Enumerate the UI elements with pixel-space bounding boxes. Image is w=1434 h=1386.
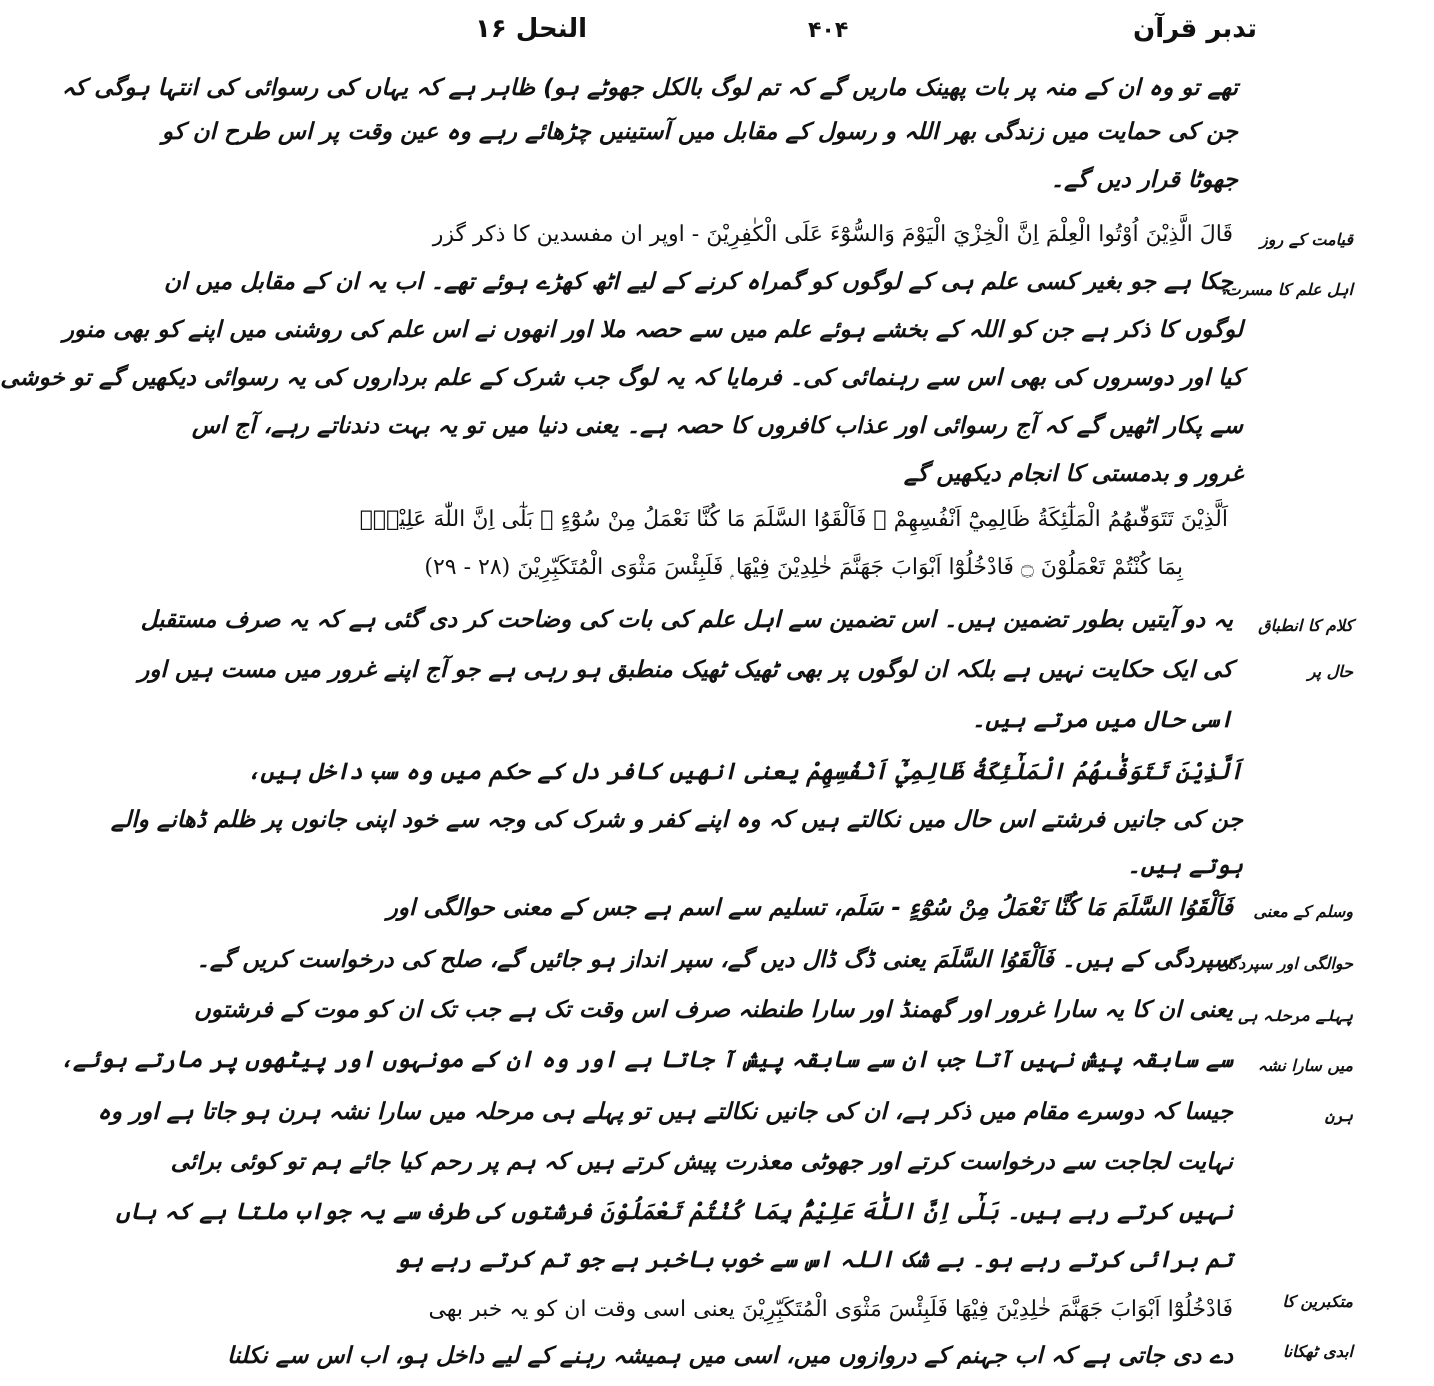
body-line: جن کی جانیں فرشتے اس حال میں نکالتے ہیں کہ وہ اپنے کفر و شرک کی وجہ سے خود اپنی جانوں پر ظلم ڈھانے والے (110, 807, 1243, 833)
margin-note: حوالگی اور سپردگی (1217, 954, 1353, 973)
margin-note: وسلم کے معنی (1253, 902, 1353, 921)
body-line: یعنی ان کا یہ سارا غرور اور گھمنڈ اور سارا طنطنہ صرف اس وقت تک ہے جب تک ان کو موت کے فرشتوں (194, 997, 1233, 1023)
body-line: سے پکار اٹھیں گے کہ آج رسوائی اور عذاب کافروں کا حصہ ہے۔ یعنی دنیا میں تو یہ بہت دندناتے رہے، آج اس (191, 413, 1243, 439)
margin-note: اہل علم کا مسرت (1225, 280, 1353, 299)
page-header (363, 14, 1434, 54)
margin-note: کلام کا انطباق (1258, 616, 1353, 635)
margin-note: ہرن (1324, 1106, 1353, 1125)
body-line: نہیں کرتے رہے ہیں۔ بَلٰٓى اِنَّ اللّٰهَ عَلِيْمٌۢ بِمَا كُنْتُمْ تَعْمَلُوْنَ فرشتوں کی طرف سے یہ جواب ملتا ہے کہ ہاں (116, 1199, 1233, 1225)
body-line: اسی حال میں مرتے ہیں۔ (971, 707, 1233, 733)
body-line: سپردگی کے ہیں۔ فَاَلْقَوُا السَّلَمَ یعنی ڈگ ڈال دیں گے، سپر انداز ہو جائیں گے، صلح کی درخواست کریں گے۔ (196, 947, 1233, 973)
body-line: کیا اور دوسروں کی بھی اس سے رہنمائی کی۔ فرمایا کہ یہ لوگ جب شرک کے علم برداروں کی یہ رسوائی دیکھیں گے تو خوشی (0, 365, 1243, 391)
page-number: ۴۰۴ (808, 18, 849, 43)
body-line: لوگوں کا ذکر ہے جن کو اللہ کے بخشے ہوئے علم میں سے حصہ ملا اور انھوں نے اس علم کی روشنی میں اپنے کو بھی منور (62, 317, 1243, 343)
body-line: فَاَلْقَوُا السَّلَمَ مَا كُنَّا نَعْمَلُ مِنْ سُوْٓءٍ - سَلَم، تسلیم سے اسم ہے جس کے معنی حوالگی اور (386, 895, 1233, 921)
body-line: یہ دو آیتیں بطور تضمین ہیں۔ اس تضمین سے اہل علم کی بات کی وضاحت کر دی گئی ہے کہ یہ صرف مستقبل (140, 607, 1233, 633)
body-line: اَلَّذِيْنَ تَتَوَفّٰىهُمُ الْمَلٰٓئِكَةُ ظَالِمِيْٓ اَنْفُسِهِمْ یعنی انھیں کافر دل کے حکم میں وہ سب داخل ہیں، (246, 759, 1243, 785)
body-line: جن کی حمایت میں زندگی بھر اللہ و رسول کے مقابل میں آستینیں چڑھائے رہے وہ عین وقت پر اس طرح ان کو (161, 119, 1238, 145)
body-line: جھوٹا قرار دیں گے۔ (1050, 167, 1238, 193)
margin-note: قیامت کے روز (1260, 230, 1353, 249)
margin-note: متکبرین کا (1282, 1292, 1353, 1311)
margin-note: حال پر (1307, 662, 1353, 681)
margin-note: ابدی ٹھکانا (1282, 1342, 1353, 1361)
quran-quote-line: فَادْخُلُوْٓا اَبْوَابَ جَهَنَّمَ خٰلِدِيْنَ فِيْهَا فَلَبِئْسَ مَثْوَى الْمُتَكَبِّرِيْنَ یعنی اسی وقت ان کو یہ خبر بھی (428, 1297, 1233, 1322)
book-title: تدبر قرآن (1133, 14, 1258, 44)
body-line: تھے تو وہ ان کے منہ پر بات پھینک ماریں گے کہ تم لوگ بالکل جھوٹے ہو) ظاہر ہے کہ یہاں کی رسوائی کی انتہا ہوگی کہ (61, 75, 1238, 101)
surah-title: النحل ۱۶ (475, 14, 588, 44)
quran-verse-line: اَلَّذِيْنَ تَتَوَفّٰىهُمُ الْمَلٰٓئِكَةُ ظَالِمِيْٓ اَنْفُسِهِمْ ۠ فَاَلْقَوُا السَّلَمَ مَا كُنَّا نَعْمَلُ مِنْ سُوْٓءٍ ۭ بَلٰٓى اِنَّ اللّٰهَ عَلِيْمٌۢ (359, 507, 1228, 532)
quran-verse-line: بِمَا كُنْتُمْ تَعْمَلُوْنَ ۝ فَادْخُلُوْٓا اَبْوَابَ جَهَنَّمَ خٰلِدِيْنَ فِيْهَا ۭ فَلَبِئْسَ مَثْوَى الْمُتَكَبِّرِيْنَ (۲۸ - ۲۹) (424, 555, 1183, 580)
body-line: چکا ہے جو بغیر کسی علم ہی کے لوگوں کو گمراہ کرنے کے لیے اٹھ کھڑے ہوئے تھے۔ اب یہ ان کے مقابل میں ان (164, 269, 1233, 295)
body-line: سے سابقہ پیش نہیں آتا جب ان سے سابقہ پیش آ جاتا ہے اور وہ ان کے مونہوں اور پیٹھوں پر مارتے ہوئے، (59, 1047, 1233, 1073)
margin-note: میں سارا نشہ (1257, 1056, 1353, 1075)
body-line: جیسا کہ دوسرے مقام میں ذکر ہے، ان کی جانیں نکالتے ہیں تو پہلے ہی مرحلہ میں سارا نشہ ہرن ہو جاتا ہے اور وہ (97, 1099, 1233, 1125)
body-line: تم برائی کرتے رہے ہو۔ بے شک اللہ اس سے خوب باخبر ہے جو تم کرتے رہے ہو (396, 1247, 1233, 1273)
margin-note: پہلے مرحلہ ہی (1238, 1006, 1353, 1025)
body-line: ہوتے ہیں۔ (1127, 853, 1243, 879)
body-line: نہایت لجاجت سے درخواست کرتے اور جھوٹی معذرت پیش کرتے ہیں کہ ہم پر رحم کیا جائے ہم تو کوئی برائی (170, 1149, 1233, 1175)
body-line: کی ایک حکایت نہیں ہے بلکہ ان لوگوں پر بھی ٹھیک ٹھیک منطبق ہو رہی ہے جو آج اپنے غرور میں مست ہیں اور (138, 657, 1233, 683)
body-line: دے دی جاتی ہے کہ اب جہنم کے دروازوں میں، اسی میں ہمیشہ رہنے کے لیے داخل ہو، اب اس سے نکلنا (227, 1343, 1233, 1369)
quran-quote-line: قَالَ الَّذِيْنَ اُوْتُوا الْعِلْمَ اِنَّ الْخِزْيَ الْيَوْمَ وَالسُّوْٓءَ عَلَى الْكٰفِرِيْنَ - اوپر ان مفسدین کا ذکر گزر (432, 222, 1233, 247)
body-line: غرور و بدمستی کا انجام دیکھیں گے (903, 461, 1243, 487)
